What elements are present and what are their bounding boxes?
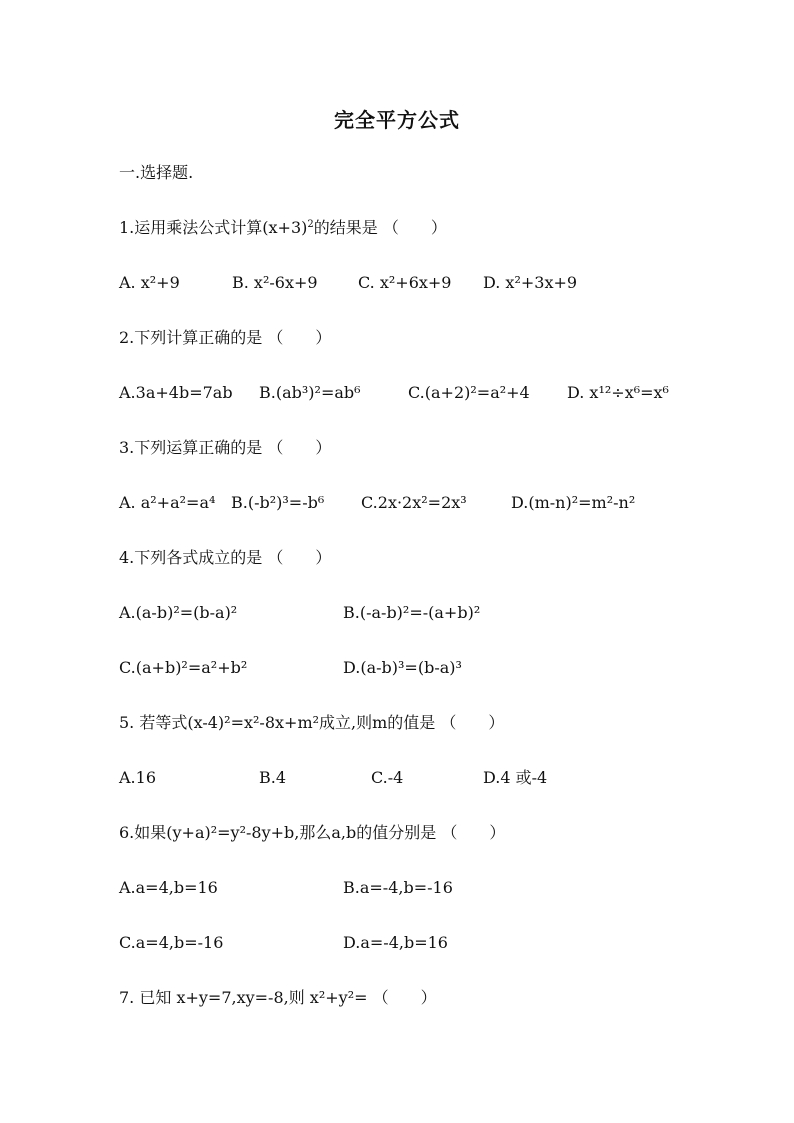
question-2-option-a[interactable]: A.3a+4b=7ab [119,383,233,402]
question-1-option-c[interactable]: C. x²+6x+9 [358,273,452,292]
question-4-option-b[interactable]: B.(-a-b)²=-(a+b)² [343,603,481,622]
question-1 [119,217,447,239]
question-1-option-a[interactable]: A. x²+9 [119,273,180,292]
question-1-exponent: 2 [307,219,314,230]
question-6: 6.如果(y+a)²=y²-8y+b,那么a,b的值分别是 （ ） [119,823,506,842]
question-1-option-d[interactable]: D. x²+3x+9 [483,273,578,292]
question-4-option-c[interactable]: C.(a+b)²=a²+b² [119,658,248,677]
question-7: 7. 已知 x+y=7,xy=-8,则 x²+y²= （ ） [119,988,437,1007]
document-title: 完全平方公式 [334,108,460,132]
question-1-text: 1.运用乘法公式计算(x+3) [119,218,308,237]
question-3-option-d[interactable]: D.(m-n)²=m²-n² [511,493,636,512]
question-6-option-a[interactable]: A.a=4,b=16 [119,878,218,897]
question-2: 2.下列计算正确的是 （ ） [119,328,332,347]
question-2-option-d[interactable]: D. x¹²÷x⁶=x⁶ [567,383,669,402]
question-6-option-c[interactable]: C.a=4,b=-16 [119,933,224,952]
question-2-option-b[interactable]: B.(ab³)²=ab⁶ [259,383,361,402]
question-3-option-c[interactable]: C.2x·2x²=2x³ [361,493,467,512]
question-3-option-a[interactable]: A. a²+a²=a⁴ [119,493,216,512]
question-3: 3.下列运算正确的是 （ ） [119,438,332,457]
question-4: 4.下列各式成立的是 （ ） [119,548,332,567]
question-3-option-b[interactable]: B.(-b²)³=-b⁶ [231,493,325,512]
question-4-option-a[interactable]: A.(a-b)²=(b-a)² [119,603,238,622]
question-4-option-d[interactable]: D.(a-b)³=(b-a)³ [343,658,462,677]
question-2-option-c[interactable]: C.(a+2)²=a²+4 [408,383,530,402]
question-6-option-d[interactable]: D.a=-4,b=16 [343,933,448,952]
question-5-option-b[interactable]: B.4 [259,768,287,787]
question-5-option-a[interactable]: A.16 [119,768,156,787]
question-5-option-c[interactable]: C.-4 [371,768,404,787]
question-1-tail: 的结果是 （ ） [313,218,447,237]
question-6-option-b[interactable]: B.a=-4,b=-16 [343,878,453,897]
question-5: 5. 若等式(x-4)²=x²-8x+m²成立,则m的值是 （ ） [119,713,505,732]
question-5-option-d[interactable]: D.4 或-4 [483,768,548,787]
section-heading: 一.选择题. [119,163,194,182]
question-1-option-b[interactable]: B. x²-6x+9 [232,273,318,292]
